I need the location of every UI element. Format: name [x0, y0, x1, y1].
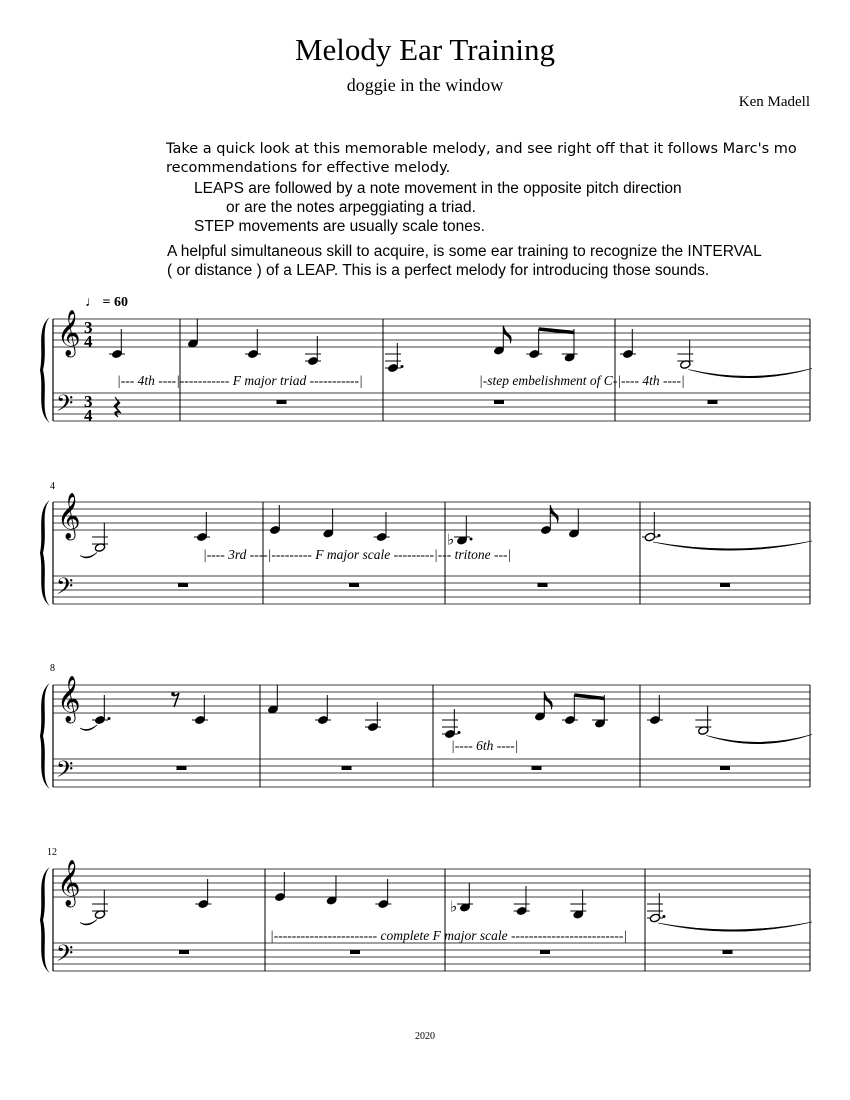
tie: [688, 369, 812, 378]
treble-clef-icon: 𝄞: [57, 310, 81, 356]
eighth-flag: [503, 326, 511, 344]
flat-icon: ♭: [447, 530, 455, 549]
whole-rest: [350, 950, 360, 954]
intro-line-7: ( or distance ) of a LEAP. This is a perfect melody for introducing those sounds.: [167, 262, 710, 279]
composer-name: Ken Madell: [738, 94, 810, 110]
tie: [658, 922, 812, 931]
whole-rest: [720, 766, 730, 770]
whole-rest: [538, 583, 548, 587]
intro-line-2: recommendations for effective melody.: [166, 160, 451, 176]
intro-line-5: STEP movements are usually scale tones.: [194, 218, 485, 235]
measure-number: 12: [47, 847, 57, 858]
whole-rest: [179, 950, 189, 954]
score-title: Melody Ear Training: [294, 32, 556, 67]
beam: [574, 695, 604, 699]
whole-rest: [494, 400, 504, 404]
bass-time-signature-beats: 3: [84, 392, 93, 411]
brace: [40, 683, 50, 789]
augmentation-dot: [658, 534, 661, 537]
eighth-flag: [550, 505, 558, 523]
brace: [40, 867, 50, 973]
treble-clef-icon: 𝄞: [57, 676, 81, 722]
bass-clef-icon: 𝄢: [56, 757, 74, 788]
eighth-flag: [544, 692, 552, 710]
tie-continuation: [80, 920, 97, 925]
beam: [539, 329, 574, 333]
whole-rest: [532, 766, 542, 770]
brace: [40, 500, 50, 606]
flat-icon: ♭: [450, 897, 458, 916]
eighth-rest-dot: [171, 692, 175, 696]
augmentation-dot: [458, 731, 461, 734]
whole-rest: [723, 950, 733, 954]
tie-continuation: [80, 725, 97, 730]
augmentation-dot: [108, 717, 111, 720]
measure-number: 4: [50, 481, 55, 492]
whole-rest: [540, 950, 550, 954]
intro-line-1: Take a quick look at this memorable melody, and see right off that it follows Marc's mo: [166, 141, 797, 157]
intro-line-4: or are the notes arpeggiating a triad.: [226, 199, 476, 216]
tie: [653, 541, 812, 550]
treble-clef-icon: 𝄞: [57, 493, 81, 539]
annotation-4th-triad: |--- 4th ----|----------- F major triad -----------|: [117, 373, 363, 388]
whole-rest: [708, 400, 718, 404]
whole-rest: [342, 766, 352, 770]
tie: [706, 735, 812, 744]
treble-time-signature-beats: 3: [84, 318, 93, 337]
whole-rest: [178, 583, 188, 587]
bass-clef-icon: 𝄢: [56, 391, 74, 422]
treble-clef-icon: 𝄞: [57, 860, 81, 906]
whole-rest: [349, 583, 359, 587]
tie-continuation: [80, 553, 97, 558]
annotation-6th: |---- 6th ----|: [451, 738, 519, 753]
annotation-3rd-scale-tritone: |---- 3rd ----|--------- F major scale ---------|--- tritone ---|: [203, 547, 512, 562]
intro-line-3: LEAPS are followed by a note movement in the opposite pitch direction: [194, 180, 682, 197]
augmentation-dot: [663, 915, 666, 918]
measure-number: 8: [50, 663, 55, 674]
brace: [40, 317, 50, 423]
tempo-marking: ♩ = 60: [85, 295, 128, 310]
score-subtitle: doggie in the window: [346, 75, 504, 95]
treble-time-signature-unit: 4: [84, 332, 93, 351]
augmentation-dot: [401, 365, 404, 368]
bass-clef-icon: 𝄢: [56, 574, 74, 605]
intro-line-6: A helpful simultaneous skill to acquire, is some ear training to recognize the INTERVAL: [167, 243, 762, 260]
whole-rest: [277, 400, 287, 404]
augmentation-dot: [470, 538, 473, 541]
annotation-step-embellishment: |-step embelishment of C-|---- 4th ----|: [479, 373, 685, 388]
whole-rest: [177, 766, 187, 770]
bass-time-signature-unit: 4: [84, 406, 93, 425]
bass-clef-icon: 𝄢: [56, 941, 74, 972]
whole-rest: [720, 583, 730, 587]
annotation-complete-scale: |----------------------- complete F major scale -------------------------|: [270, 928, 628, 943]
footer-year: 2020: [415, 1031, 435, 1042]
